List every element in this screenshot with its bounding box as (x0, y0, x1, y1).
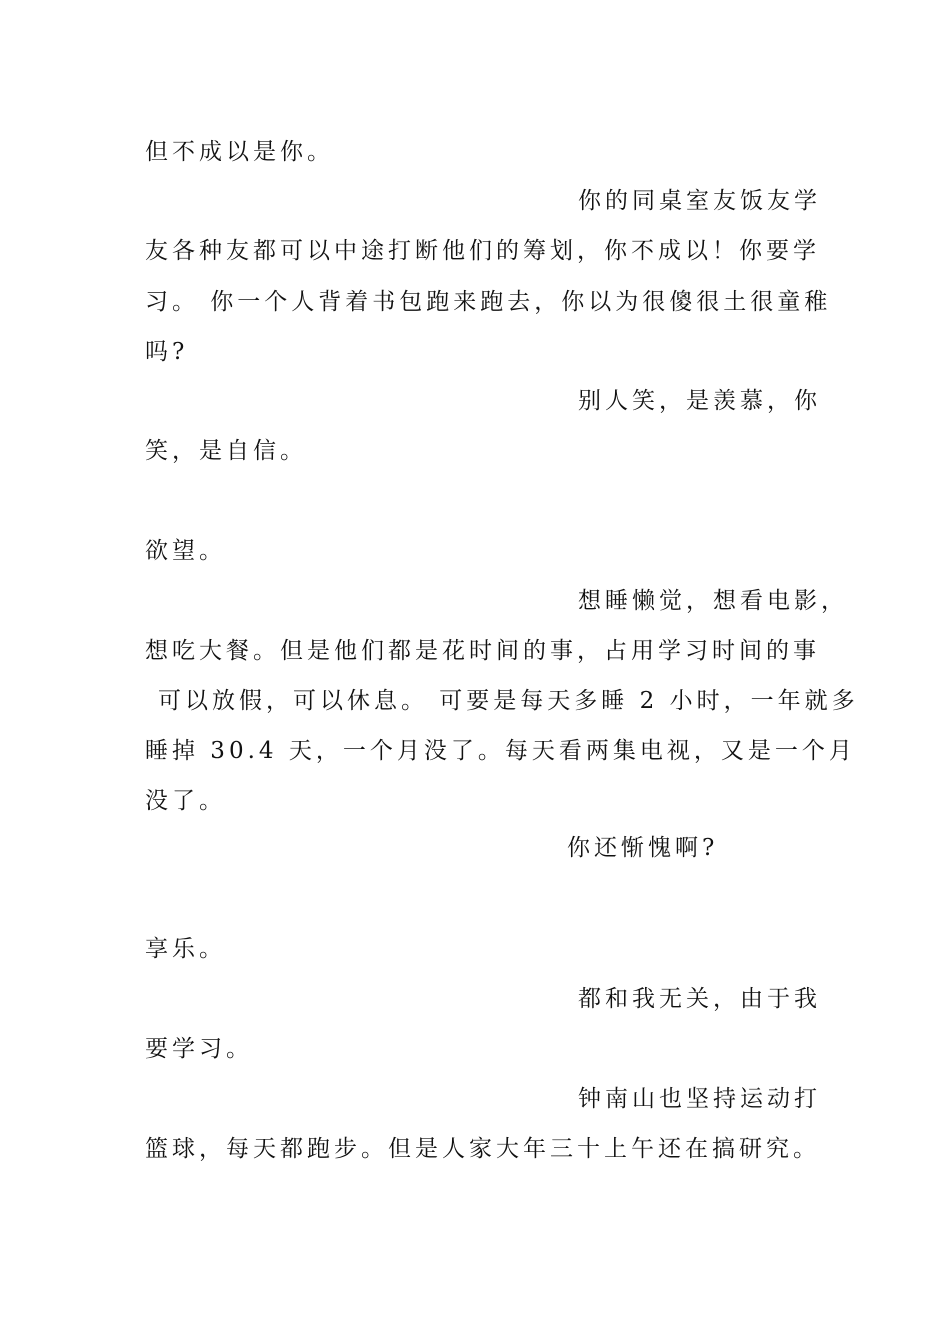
text-line: 别人笑，是羡慕，你 (578, 388, 821, 414)
section-heading: 欲望。 (145, 538, 226, 564)
text-line: 没了。 (145, 788, 226, 814)
text-line: 睡掉 30.4 天，一个月没了。每天看两集电视，又是一个月 (145, 738, 856, 764)
section-heading: 享乐。 (145, 936, 226, 962)
text-line: 吗? (145, 339, 189, 365)
text-line: 友各种友都可以中途打断他们的筹划，你不成以！你要学 (145, 238, 820, 264)
text-line: 习。 你一个人背着书包跑来跑去，你以为很傻很土很童稚 (145, 289, 832, 315)
text-line: 但不成以是你。 (145, 139, 334, 165)
text-line: 你的同桌室友饭友学 (578, 188, 821, 214)
text-line: 要学习。 (145, 1036, 253, 1062)
text-line: 都和我无关，由于我 (578, 986, 821, 1012)
text-line: 想吃大餐。但是他们都是花时间的事，占用学习时间的事 (145, 638, 820, 664)
text-line: 篮球，每天都跑步。但是人家大年三十上午还在搞研究。 (145, 1136, 820, 1162)
text-line: 钟南山也坚持运动打 (578, 1086, 821, 1112)
text-line: 可以放假，可以休息。 可要是每天多睡 2 小时，一年就多 (158, 688, 859, 714)
text-line: 想睡懒觉，想看电影， (578, 588, 848, 614)
text-line: 笑，是自信。 (145, 438, 307, 464)
text-line: 你还惭愧啊? (567, 835, 719, 861)
